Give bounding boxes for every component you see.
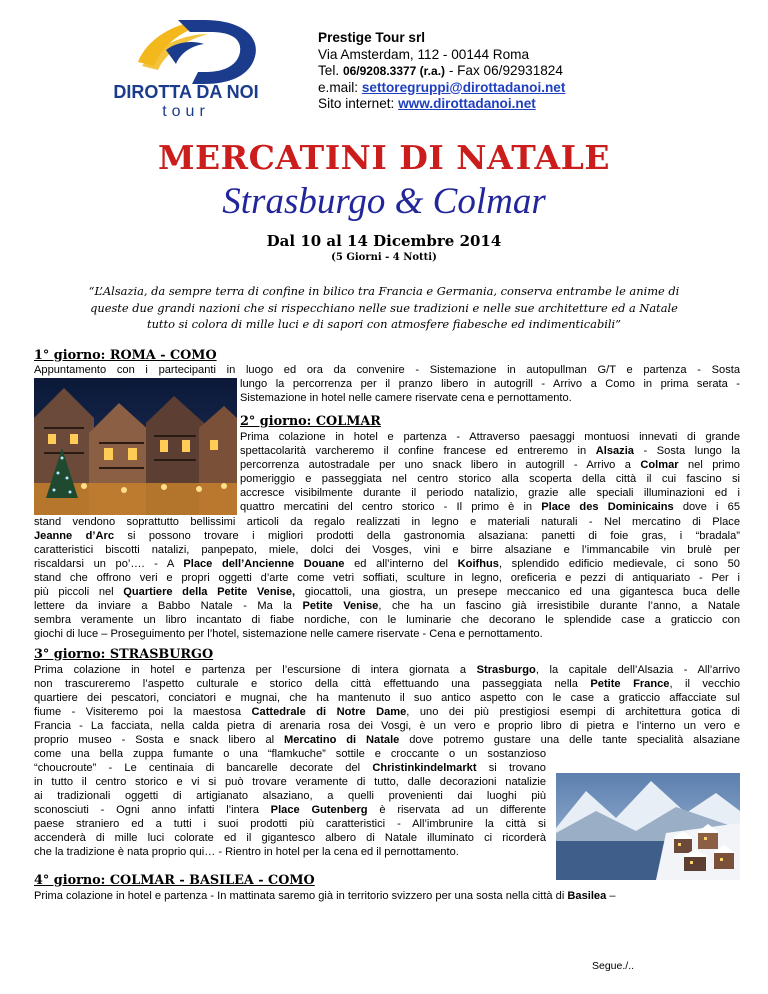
tel-label: Tel. <box>318 63 340 78</box>
day2-line: spettacolarità varcheremo il confine francese ed entreremo in Alsazia - Sosta lungo la <box>240 445 740 457</box>
page-subtitle: Strasburgo & Colmar <box>222 181 546 222</box>
day1-line: Appuntamento con i partecipanti in luogo ed ora da convenire - Sistemazione in autopullman G/T e partenza - Sosta <box>34 364 740 376</box>
trip-dates: Dal 10 al 14 Dicembre 2014 <box>266 232 502 250</box>
fax-number: - Fax 06/92931824 <box>448 63 563 78</box>
day3-line: in tutto il centro storico e vi si può trovare veramente di tutto, dalle decorazioni natalizie <box>34 776 546 788</box>
tel-number: 06/9208.3377 (r.a.) <box>342 64 446 78</box>
day2-line: quattro mercatini del centro storico - Il primo è in Place des Dominicains dove i 65 <box>240 501 741 513</box>
day3-line: come una bella zuppa fumante o una “flamkuche” sottile e croccante o un sostanzioso <box>34 748 546 760</box>
page-title: MERCATINI DI NATALE <box>158 138 610 177</box>
company-phone <box>318 63 565 80</box>
company-info <box>318 30 565 113</box>
day2-line: giochi di luce – Proseguimento per l’hotel, sistemazione nelle camere riservate - Cena e pernottamento. <box>34 628 543 640</box>
day2-line: Jeanne d’Arc si possono trovare i migliori prodotti della gastronomia alsaziana: panetti di foie gras, i “bradala” <box>34 530 740 542</box>
day2-line: percorrenza autostradale per uno snack libero in autogrill - Arrivo a Colmar nel primo <box>240 459 740 471</box>
intro-quote <box>28 283 740 333</box>
continue-note: Segue./.. <box>592 960 635 972</box>
company-email <box>318 80 565 97</box>
day3-line: non trascureremo l’aspetto culturale e storico della città effettuando una passeggiata nella Petite France, il vecchio <box>34 678 741 690</box>
day2-line: accresce visibilmente durante il periodo natalizio, grazie alle speciali illuminazioni ed i <box>240 487 740 499</box>
day3-line: Francia - La facciata, nella calda pietra di arenaria rosa dei Vosgi, è un vero e proprio libro di pietra e l’interno un vero e <box>34 720 740 732</box>
quote-line: “L’Alsazia, da sempre terra di confine in bilico tra Francia e Germania, conserva entrambe le anime di <box>88 284 680 298</box>
day1-line: Sistemazione in hotel nelle camere riservate cena e pernottamento. <box>240 392 572 404</box>
logo-text: DIROTTA DA NOI <box>113 82 259 102</box>
day3-line: che la tradizione è nata proprio qui… - Rientro in hotel per la cena ed il pernottamento. <box>34 846 459 858</box>
day2-line: sembra veramente un libro incantato di fiabe nordiche, con le luminarie che decorano le splendide case a graticcio con <box>34 614 740 626</box>
company-logo <box>80 14 292 119</box>
day2-line: lettere da inviare a Babbo Natale - Ma la Petite Venise, che ha un fascino già irresistibile durante l’anno, a Natale <box>34 600 740 612</box>
day4-line: Prima colazione in hotel e partenza - In mattinata saremo già in territorio svizzero per una sosta nella città di Basilea – <box>34 890 616 902</box>
day3-line: fiume - Visiteremo poi la maestosa Cattedrale di Notre Dame, uno dei più prestigiosi esempi di architettura gotica di <box>34 706 740 718</box>
logo-graphic <box>80 14 292 119</box>
logo-subtext: tour <box>162 103 210 119</box>
day3-line: proprio museo - Sosta e snack libero al Mercatino di Natale dove potremo gustare una delle tante specialità alsaziane <box>34 734 741 746</box>
day1-title: 1° giorno: ROMA - COMO <box>34 348 217 363</box>
quote-line: queste due grandi nazioni che si rispecchiano nelle sue tradizioni e nelle sue architetture ed a Natale <box>90 300 678 315</box>
day2-line: Prima colazione in hotel e partenza - Attraverso paesaggi montuosi innevati di grande <box>240 431 740 443</box>
day2-line: riscaldarsi un po’…. - A Place dell’Ancienne Douane ed all’interno del Koifhus, splendido edificio medievale, ci sono 50 <box>34 558 740 570</box>
day3-line: ai tradizionali oggetti di artigianato alsaziano, a quelli provenienti dai luoghi più <box>34 790 546 802</box>
day2-line: più piccoli nel Quartiere della Petite Venise, giocattoli, una giostra, un presepe meccanico ed una gigantesca buca delle <box>34 586 740 598</box>
day3-title: 3° giorno: STRASBURGO <box>34 647 214 662</box>
day3-line: sconosciuti - Ogni anno infatti l’intera Place Gutenberg è riservata ad un differente <box>34 804 546 816</box>
day3-line: Prima colazione in hotel e partenza per l’escursione di intera giornata a Strasburgo, la capitale dell’Alsazia - All’arrivo <box>34 664 740 676</box>
day2-line: pomeriggio e passeggiata nel centro storico alla scoperta della città il cui fascino si <box>240 473 740 485</box>
day4-title: 4° giorno: COLMAR - BASILEA - COMO <box>34 873 315 888</box>
email-link[interactable]: settoregruppi@dirottadanoi.net <box>361 79 566 95</box>
trip-duration: (5 Giorni - 4 Notti) <box>331 252 437 263</box>
day3-line: paese straniero ed a tutti i suoi prodotti più caratteristici - All’imbrunire la città si <box>34 818 546 830</box>
day2-line: stand che offrono veri e propri oggetti d’arte come vetri soffiati, sculture in legno, oreficeria e pezzi di antiquariato - Per i <box>34 572 740 584</box>
snowy-village-photo <box>556 773 740 880</box>
company-address: Via Amsterdam, 112 - 00144 Roma <box>318 46 530 62</box>
site-label: Sito internet: <box>318 96 395 111</box>
day2-line: stand vendono soprattutto bellissimi articoli da regalo realizzati in legno e materiali naturali - Nel mercatino di Place <box>34 516 740 528</box>
quote-line: tutto si colora di mille luci e di sapori con atmosfere fiabesche ed indimenticabili” <box>147 317 621 331</box>
website-link[interactable]: www.dirottadanoi.net <box>398 96 536 111</box>
day1-line: lungo la percorrenza per il pranzo libero in autogrill - Arrivo a Como in prima serata - <box>240 378 740 390</box>
company-website <box>318 96 565 113</box>
day2-line: caratteristici biscotti natalizi, panpepato, miele, dolci dei Vosges, vini e birre alsaziane e l’immancabile vin brulè per <box>34 544 740 556</box>
day3-line: quartiere dei pescatori, conciatori e mugnai, che ha mantenuto il suo antico aspetto con le case a graticcio affacciate sul <box>34 692 740 704</box>
day3-line: accenderà di mille luci colorate ed il gigantesco albero di Natale illuminato ci ricorderà <box>34 832 546 844</box>
email-label: e.mail: <box>318 79 359 95</box>
day2-title: 2° giorno: COLMAR <box>240 414 381 429</box>
company-name: Prestige Tour srl <box>318 30 426 45</box>
colmar-night-photo <box>34 378 237 515</box>
day3-line: “choucroute” - Le centinaia di bancarelle decorate del Christinkindelmarkt si trovano <box>34 762 546 774</box>
